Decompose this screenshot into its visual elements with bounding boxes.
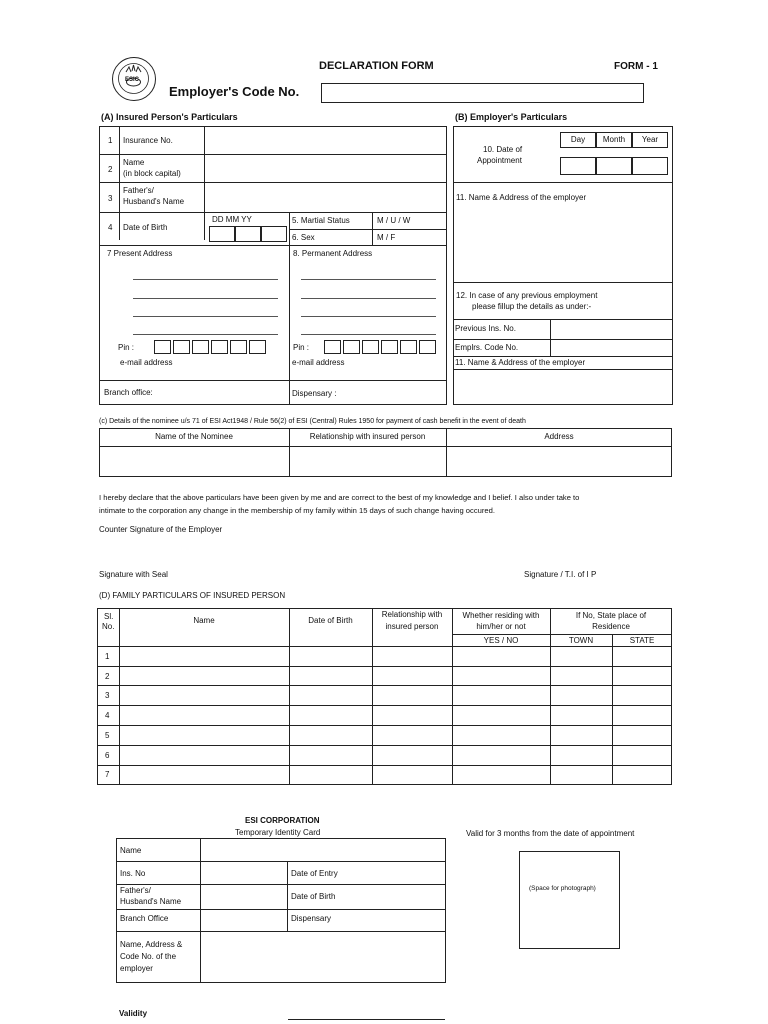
- nominee-name-field[interactable]: [100, 447, 288, 476]
- sl-label: Sl.: [104, 612, 114, 621]
- family-yes-no-header: YES / NO: [483, 636, 519, 645]
- id-name-field[interactable]: [201, 839, 445, 861]
- employer-name-address-field[interactable]: [454, 205, 672, 282]
- permanent-pin-box-5[interactable]: [400, 340, 417, 354]
- date-day-header: Day: [560, 132, 596, 148]
- id-branch-office-label: Branch Office: [120, 914, 169, 923]
- permanent-pin-box-4[interactable]: [381, 340, 398, 354]
- dispensary-label: Dispensary :: [292, 389, 337, 398]
- father-name-label-sub: Husband's Name: [123, 197, 185, 206]
- appointment-month-box[interactable]: [596, 157, 632, 175]
- present-pin-box-1[interactable]: [154, 340, 171, 354]
- insurance-no-field[interactable]: [205, 127, 446, 154]
- declaration-line-2: intimate to the corporation any change in the membership of my family within 15 days of such change having occured.: [99, 506, 495, 515]
- family-residing-header-sub: him/her or not: [476, 622, 526, 631]
- permanent-pin-label: Pin :: [293, 343, 310, 352]
- family-relationship-header: Relationship with: [381, 610, 443, 619]
- id-date-entry-label: Date of Entry: [291, 869, 338, 878]
- branch-office-label: Branch office:: [104, 388, 153, 397]
- nominee-relationship-header: Relationship with insured person: [309, 432, 426, 441]
- father-name-label: Father's/: [123, 186, 154, 195]
- id-ins-no-label: Ins. No: [120, 869, 146, 878]
- signature-ip-label: Signature / T.I. of I P: [524, 570, 597, 579]
- date-appointment-label-sub: Appointment: [477, 156, 522, 165]
- family-row-4-number: 4: [105, 711, 110, 720]
- section-c-title: (c) Details of the nominee u/s 71 of ESI Act1948 / Rule 56(2) of ESI (Central) Rules 1950 for payment of cash benefit in the event of death: [99, 418, 526, 425]
- family-dob-header: Date of Birth: [308, 616, 353, 625]
- dob-day-box[interactable]: [209, 226, 235, 242]
- validity-line: [288, 1019, 445, 1020]
- signature-seal-label: Signature with Seal: [99, 570, 168, 579]
- present-pin-box-5[interactable]: [230, 340, 247, 354]
- nominee-name-header: Name of the Nominee: [155, 432, 233, 441]
- sl-label-sub: No.: [102, 622, 115, 631]
- sex-options[interactable]: M / F: [377, 233, 396, 242]
- name-label-sub: (in block capital): [123, 169, 181, 178]
- family-relationship-header-sub: insured person: [385, 622, 439, 631]
- id-valid-label: Valid for 3 months from the date of appointment: [466, 829, 635, 838]
- family-row-7-number: 7: [105, 770, 110, 779]
- insurance-no-label: Insurance No.: [123, 136, 173, 145]
- section-d-title: (D) FAMILY PARTICULARS OF INSURED PERSON: [99, 591, 286, 600]
- sex-label: 6. Sex: [292, 233, 315, 242]
- id-employer-label: Name, Address &: [120, 940, 183, 949]
- id-corporation-label: ESI CORPORATION: [245, 816, 320, 825]
- present-address-label: 7 Present Address: [107, 249, 173, 258]
- emplrs-code-label: Emplrs. Code No.: [455, 343, 519, 352]
- prev-employer-label: 11. Name & Address of the employer: [455, 358, 586, 367]
- id-employer-label-3: employer: [120, 964, 153, 973]
- previous-employment-label: 12. In case of any previous employment: [456, 291, 598, 300]
- row-4-number: 4: [108, 223, 113, 232]
- permanent-pin-box-1[interactable]: [324, 340, 341, 354]
- nominee-address-header: Address: [544, 432, 574, 441]
- nominee-relationship-field[interactable]: [290, 447, 445, 476]
- emplrs-code-field[interactable]: [551, 340, 672, 356]
- present-pin-label: Pin :: [118, 343, 135, 352]
- permanent-pin-box-6[interactable]: [419, 340, 436, 354]
- id-father-label: Father's/: [120, 886, 151, 895]
- esic-logo: [112, 57, 156, 101]
- previous-ins-field[interactable]: [551, 320, 672, 339]
- form-number: FORM - 1: [614, 61, 658, 72]
- family-name-header: Name: [193, 616, 215, 625]
- family-residing-header: Whether residing with: [462, 611, 540, 620]
- dob-year-box[interactable]: [261, 226, 287, 242]
- present-pin-box-4[interactable]: [211, 340, 228, 354]
- declaration-line-1: I hereby declare that the above particulars have been given by me and are correct to the best of my knowledge and I belief. I also under take to: [99, 493, 580, 502]
- appointment-year-box[interactable]: [632, 157, 668, 175]
- date-month-header: Month: [596, 132, 632, 148]
- form-title: DECLARATION FORM: [319, 60, 434, 72]
- id-dob-label: Date of Birth: [291, 892, 336, 901]
- previous-ins-label: Previous Ins. No.: [455, 324, 516, 333]
- date-year-header: Year: [632, 132, 668, 148]
- permanent-pin-box-2[interactable]: [343, 340, 360, 354]
- employer-code-field[interactable]: [321, 83, 644, 103]
- id-employer-field[interactable]: [201, 932, 445, 982]
- dob-headers: DD MM YY: [212, 215, 252, 224]
- row-3-number: 3: [108, 194, 113, 203]
- date-appointment-label: 10. Date of: [483, 145, 523, 154]
- family-row-1-number: 1: [105, 652, 110, 661]
- family-state-header: STATE: [629, 636, 655, 645]
- section-a-title: (A) Insured Person's Particulars: [101, 112, 238, 122]
- id-name-label: Name: [120, 846, 142, 855]
- father-name-field[interactable]: [205, 183, 446, 212]
- id-dispensary-label: Dispensary: [291, 914, 332, 923]
- photo-box[interactable]: [519, 851, 620, 949]
- permanent-email-label: e-mail address: [292, 358, 345, 367]
- present-pin-box-2[interactable]: [173, 340, 190, 354]
- name-field[interactable]: [205, 155, 446, 182]
- family-if-no-header: If No, State place of: [575, 611, 647, 620]
- dob-month-box[interactable]: [235, 226, 261, 242]
- section-b-title: (B) Employer's Particulars: [455, 112, 568, 122]
- family-row-2-number: 2: [105, 672, 110, 681]
- nominee-address-field[interactable]: [447, 447, 671, 476]
- row-2-number: 2: [108, 165, 113, 174]
- counter-signature-label: Counter Signature of the Employer: [99, 525, 223, 534]
- marital-status-options[interactable]: M / U / W: [377, 216, 411, 225]
- family-if-no-header-sub: Residence: [592, 622, 630, 631]
- id-father-label-sub: Husband's Name: [120, 897, 182, 906]
- permanent-address-label: 8. Permanent Address: [293, 249, 373, 258]
- family-town-header: TOWN: [568, 636, 594, 645]
- family-row-6-number: 6: [105, 751, 110, 760]
- family-row-5-number: 5: [105, 731, 110, 740]
- id-card-title: Temporary Identity Card: [235, 828, 321, 837]
- row-1-number: 1: [108, 136, 113, 145]
- marital-status-label: 5. Martial Status: [292, 216, 350, 225]
- appointment-day-box[interactable]: [560, 157, 596, 175]
- logo-text: ESIC: [125, 77, 140, 83]
- present-pin-box-6[interactable]: [249, 340, 266, 354]
- id-employer-label-2: Code No. of the: [120, 952, 177, 961]
- employer-code-label: Employer's Code No.: [169, 84, 300, 99]
- dob-label: Date of Birth: [123, 223, 168, 232]
- previous-employment-label-sub: please fillup the details as under:-: [472, 302, 592, 311]
- employer-name-address-label: 11. Name & Address of the employer: [456, 193, 587, 202]
- name-label: Name: [123, 158, 145, 167]
- validity-label: Validity: [119, 1009, 148, 1018]
- family-row-3-number: 3: [105, 691, 110, 700]
- present-email-label: e-mail address: [120, 358, 173, 367]
- permanent-pin-box-3[interactable]: [362, 340, 379, 354]
- photo-label: (Space for photograph): [529, 885, 596, 892]
- present-pin-box-3[interactable]: [192, 340, 209, 354]
